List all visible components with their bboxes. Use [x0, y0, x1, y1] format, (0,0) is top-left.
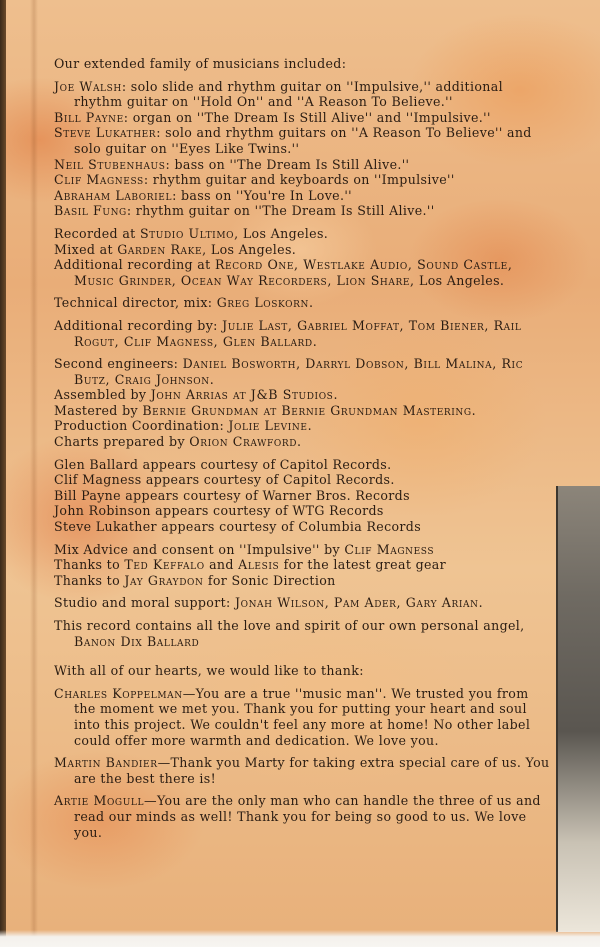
gear-thanks-name-1: Ted Keffalo [124, 557, 205, 573]
sonic-thanks-prefix: Thanks to [54, 572, 125, 588]
charts-prefix: Charts prepared by [54, 434, 190, 450]
musician-name: Neil Stubenhaus [54, 156, 166, 172]
production-name: Jolie Levine. [228, 418, 313, 434]
mix-advice-prefix: Mix Advice and consent on ''Impulsive'' by [54, 541, 345, 557]
studio-support-prefix: Studio and moral support: [54, 595, 235, 611]
assembled-names: John Arrias at J&B Studios. [150, 387, 339, 403]
courtesy-line: Clif Magness appears courtesy of Capitol Records. [54, 472, 395, 488]
credits-text [54, 56, 554, 840]
mixed-suffix: , Los Angeles. [202, 241, 297, 257]
mastered-prefix: Mastered by [54, 402, 143, 418]
musician-role: : organ on ''The Dream Is Still Alive'' and ''Impulsive.'' [123, 109, 491, 125]
additional-recording-credit [54, 257, 554, 288]
mastered-names: Bernie Grundman at Bernie Grundman Mastering. [142, 402, 477, 418]
musician-name: Joe Walsh [54, 78, 122, 94]
additional-recording-by-prefix: Additional recording by: [54, 317, 223, 333]
mixed-place: Garden Rake [117, 241, 203, 257]
musician-role: : bass on ''The Dream Is Still Alive.'' [165, 156, 410, 172]
sonic-thanks-suffix: for Sonic Direction [203, 572, 336, 588]
second-engineers-credit [54, 356, 554, 387]
additional-recording-by-names: Julie Last, Gabriel Moffat, Tom Biener, Rail Rogut, Clif Magness, Glen Ballard. [74, 317, 522, 349]
thanks-person-name: Charles Koppelman [54, 685, 183, 701]
additional-recording-places: Record One, Westlake Audio, Sound Castle, Music Grinder, Ocean Way Recorders, Lion Share, [74, 257, 513, 288]
thanks-person-text: —You are the only man who can handle the three of us and read our minds as well! Thank you for being so good to us. We love you. [74, 793, 541, 840]
assembled-credit [54, 387, 554, 403]
mix-advice-name: Clif Magness [344, 541, 435, 557]
recorded-prefix: Recorded at [54, 225, 140, 241]
thanks-person-text: —You are a true ''music man''. We trusted you from the moment we met you. Thank you for putting your heart and soul into this project. We couldn't feel any more at home! No other label could offer more warmth and dedication. We love you. [74, 685, 531, 748]
studio-support-names: Jonah Wilson, Pam Ader, Gary Arian. [234, 595, 484, 611]
studio-support-credit [54, 595, 554, 611]
musician-credit [54, 203, 554, 219]
musician-credit [54, 125, 554, 156]
musician-credit [54, 172, 554, 188]
gear-thanks-suffix: for the latest great gear [279, 557, 447, 573]
production-prefix: Production Coordination: [54, 418, 229, 434]
side-photo [556, 486, 600, 932]
courtesy-line: Bill Payne appears courtesy of Warner Bros. Records [54, 487, 410, 503]
musician-name: Abraham Laboriel [54, 187, 173, 203]
courtesy-line: Glen Ballard appears courtesy of Capitol Records. [54, 456, 392, 472]
angel-dedication [54, 618, 554, 649]
thanks-person-name: Artie Mogull [54, 793, 145, 809]
page-fold-shadow [30, 0, 38, 947]
additional-recording-by-credit [54, 318, 554, 349]
musician-role: : solo slide and rhythm guitar on ''Impulsive,'' additional rhythm guitar on ''Hold On'' and ''A Reason To Believe.'' [74, 78, 503, 110]
gear-thanks-prefix: Thanks to [54, 557, 125, 573]
musician-name: Bill Payne [54, 109, 124, 125]
angel-text: This record contains all the love and spirit of our own personal angel, [54, 618, 525, 633]
musician-role: : rhythm guitar and keyboards on ''Impulsive'' [143, 172, 455, 188]
second-engineers-names: Daniel Bosworth, Darryl Dobson, Bill Malina, Ric Butz, Craig Johnson. [74, 356, 524, 387]
courtesy-line: John Robinson appears courtesy of WTG Records [54, 503, 384, 519]
production-credit [54, 418, 554, 434]
musician-credit [54, 110, 554, 126]
technical-director-credit [54, 295, 554, 311]
musician-credit [54, 188, 554, 204]
courtesy-line: Steve Lukather appears courtesy of Columbia Records [54, 519, 422, 535]
musician-name: Steve Lukather [54, 125, 157, 141]
additional-recording-suffix: Los Angeles. [419, 272, 505, 288]
hearts-intro: With all of our hearts, we would like to thank: [54, 663, 364, 679]
thanks-person [54, 686, 554, 748]
technical-director-prefix: Technical director, mix: [54, 295, 217, 311]
mix-advice-credit [54, 542, 554, 558]
thanks-person-text: —Thank you Marty for taking extra special care of us. You are the best there is! [74, 755, 550, 786]
gear-thanks-name-2: Alesis [238, 557, 280, 573]
charts-name: Orion Crawford. [189, 434, 302, 450]
technical-director-name: Greg Loskorn. [216, 295, 314, 311]
musician-name: Basil Fung [54, 203, 127, 219]
angel-name: Banon Dix Ballard [74, 633, 200, 649]
musician-credit [54, 157, 554, 173]
musician-role: : rhythm guitar on ''The Dream Is Still Alive.'' [126, 203, 435, 219]
thanks-person-name: Martin Bandier [54, 755, 158, 771]
mixed-credit [54, 242, 554, 258]
page-edge [0, 0, 6, 947]
musician-role: : bass on ''You're In Love.'' [172, 187, 352, 203]
family-intro: Our extended family of musicians included: [54, 56, 347, 71]
thanks-person [54, 793, 554, 840]
mastered-credit [54, 403, 554, 419]
additional-recording-prefix: Additional recording at [54, 257, 215, 273]
sonic-thanks-name: Jay Graydon [124, 572, 204, 588]
recorded-suffix: , Los Angeles. [234, 225, 329, 241]
gear-thanks-middle: and [204, 557, 239, 573]
recorded-place: Studio Ultimo [139, 225, 235, 241]
sonic-direction-thanks [54, 573, 554, 589]
musician-credit [54, 79, 554, 110]
recorded-credit [54, 226, 554, 242]
page-bottom-edge [0, 930, 600, 947]
thanks-person [54, 755, 554, 786]
musician-role: : solo and rhythm guitars on ''A Reason To Believe'' and solo guitar on ''Eyes Like Twins.'' [74, 125, 532, 156]
musician-name: Clif Magness [54, 172, 144, 188]
gear-thanks [54, 557, 554, 573]
assembled-prefix: Assembled by [54, 387, 151, 403]
second-engineers-prefix: Second engineers: [54, 356, 183, 372]
mixed-prefix: Mixed at [54, 241, 118, 257]
charts-credit [54, 434, 554, 450]
